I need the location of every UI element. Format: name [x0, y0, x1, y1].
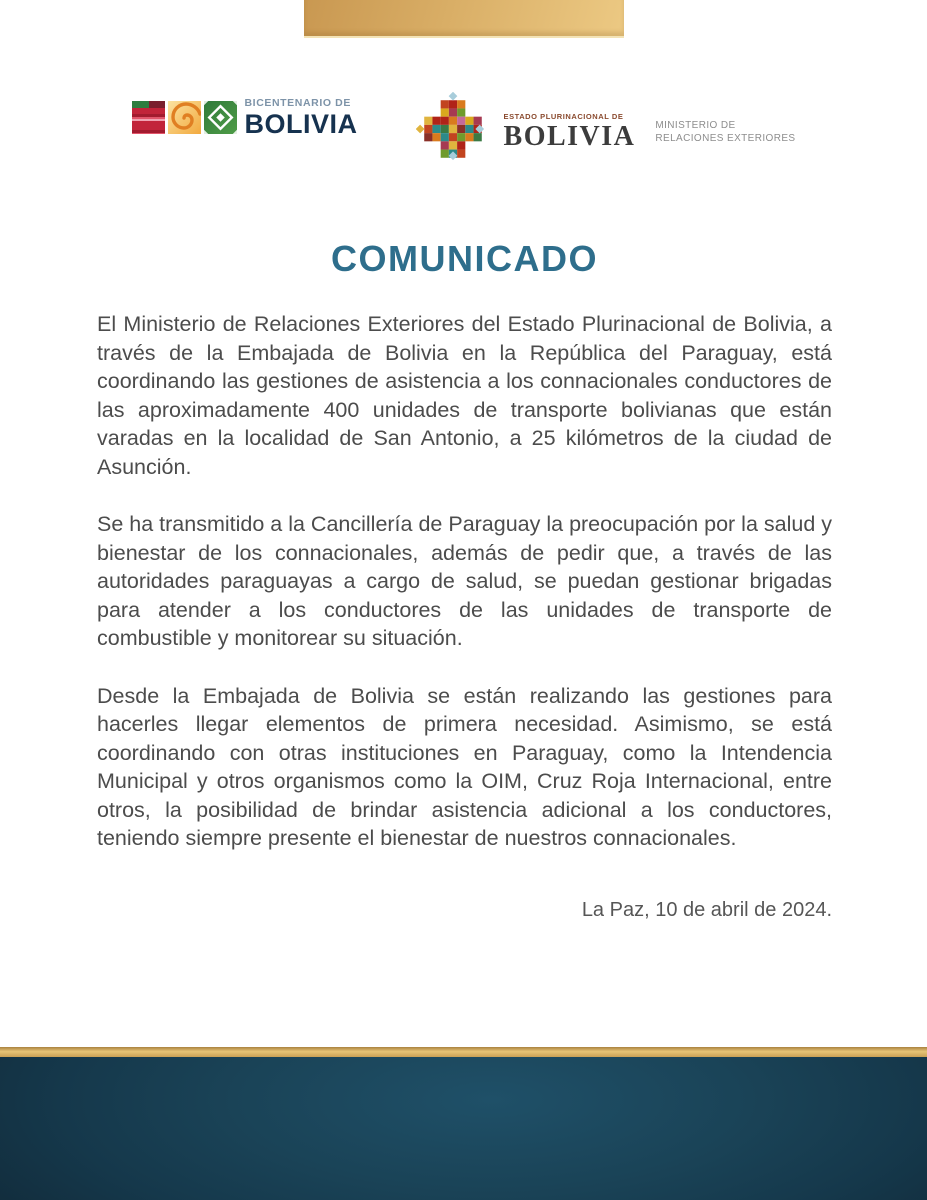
- estado-plurinacional-label: ESTADO PLURINACIONAL DE: [503, 112, 624, 122]
- header-logos: [0, 98, 927, 166]
- dateline: La Paz, 10 de abril de 2024.: [581, 898, 832, 921]
- ministry-name-line1: MINISTERIO DE: [655, 120, 736, 131]
- bolivia-wordmark: BOLIVIA: [503, 120, 636, 152]
- bicentenario-line1: BICENTENARIO DE: [244, 97, 351, 109]
- paragraph-2: Se ha transmitido a la Cancillería de Paraguay la preocupación por la salud y bienestar de los connacionales, además de pedir que, a través de las autoridades paraguayas a cargo de salud, se puedan gestionar brigadas para atender a los conductores de las unidades de transporte de combustible y monitorear su situación.: [97, 512, 833, 650]
- chakana-icon: [416, 92, 490, 166]
- paragraph-3: Desde la Embajada de Bolivia se están realizando las gestiones para hacerles llegar elementos de primera necesidad. Asimismo, se está coordinando con otras instituciones en Paraguay, como la Intendencia Municipal y otros organismos como la OIM, Cruz Roja Internacional, entre otros, la posibilidad de brindar asistencia adicional a los conductores, teniendo siempre presente el bienestar de nuestros connacionales.: [97, 683, 832, 850]
- footer-band: [0, 1057, 927, 1200]
- ministry-bolivia-wordmark: [504, 113, 636, 151]
- spiral-icon: [168, 101, 201, 134]
- bicentenario-logo-text: [245, 98, 358, 138]
- gold-tab-decoration: [304, 0, 624, 38]
- paragraph-1: El Ministerio de Relaciones Exteriores del Estado Plurinacional de Bolivia, a través de la Embajada de Bolivia en la República del Paraguay, está coordinando las gestiones de asistencia a los connacionales conductores de las aproximadamente 400 unidades de transporte bolivianas que están varadas en la localidad de San Antonio, a 25 kilómetros de la ciudad de Asunción.: [97, 312, 832, 479]
- ministry-name: [655, 119, 795, 145]
- bicentenario-line2: BOLIVIA: [244, 108, 358, 139]
- bicentenario-logo-tiles: [132, 101, 237, 134]
- gold-stripe-decoration: [0, 1047, 927, 1057]
- textile-pattern-icon: [132, 101, 165, 134]
- page-title: COMUNICADO: [331, 238, 598, 279]
- andean-cross-icon: [204, 101, 237, 134]
- communique-body: [97, 238, 832, 922]
- bicentenario-logo: [132, 98, 358, 138]
- ministry-name-line2: RELACIONES EXTERIORES: [655, 133, 796, 144]
- ministry-logo: [416, 98, 796, 166]
